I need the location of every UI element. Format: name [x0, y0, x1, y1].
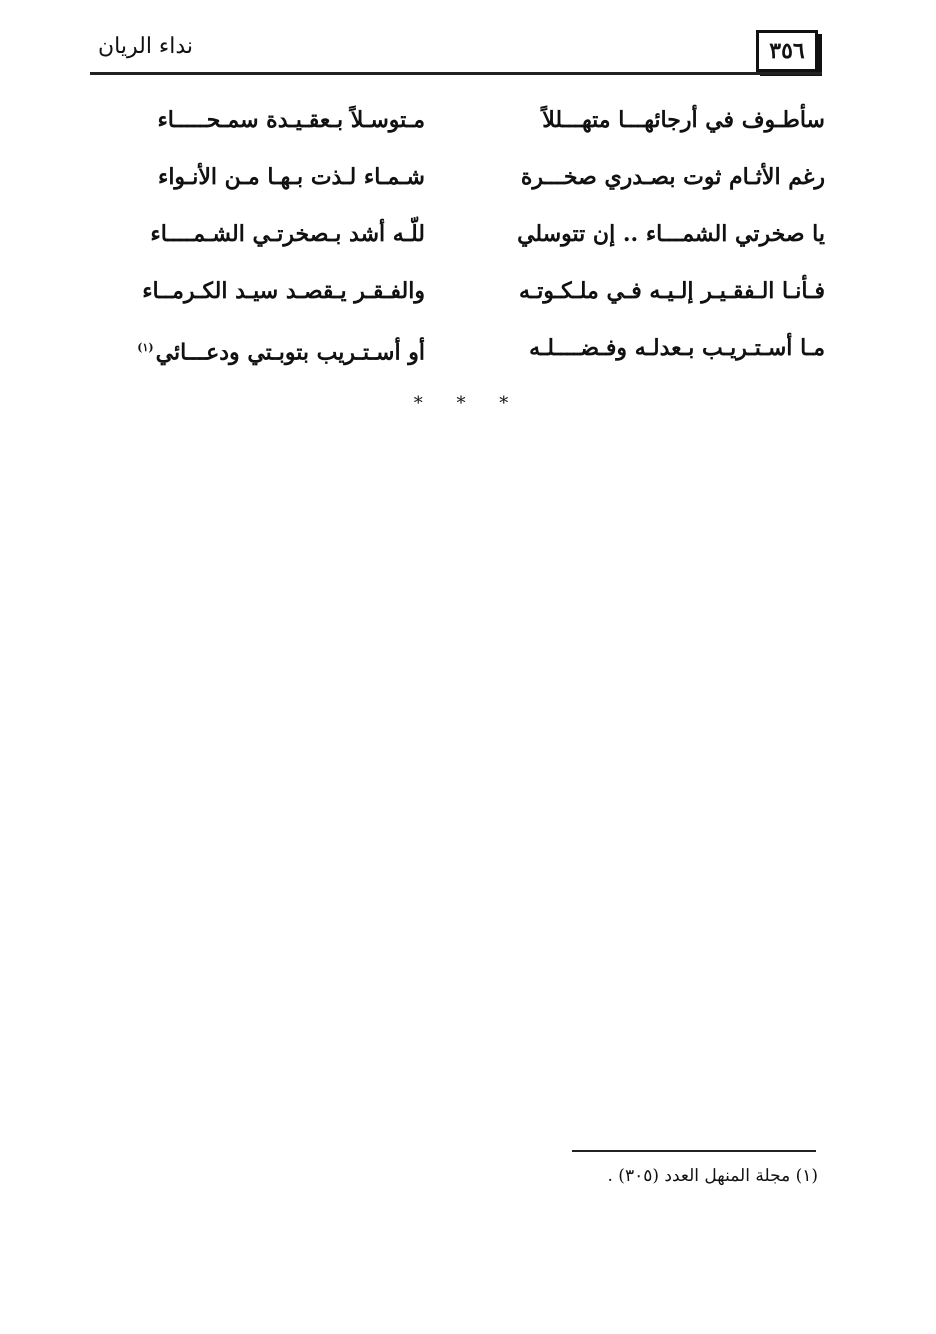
- verse-second-hemistich: والفـقـر يـقصـد سيـد الكـرمــاء: [142, 278, 425, 304]
- footnote-rule: [572, 1150, 816, 1152]
- footnote-reference: (١): [137, 341, 154, 354]
- verse-first-hemistich: رغم الأثـام ثوت بصـدري صخـــرة: [520, 164, 825, 190]
- running-title: نداء الريان: [98, 34, 194, 59]
- verse: [95, 328, 825, 385]
- page-number: ٣٥٦: [756, 30, 818, 72]
- verse: [95, 271, 825, 328]
- verse-first-hemistich: يا صخرتي الشمـــاء .. إن تتوسلي: [517, 221, 825, 247]
- verse-second-hemistich: [95, 328, 425, 372]
- verse-text: أو أسـتـريب بتوبـتي ودعـــائي: [155, 339, 425, 366]
- verse-second-hemistich: للّـه أشد بـصخرتـي الشـمــــاء: [150, 221, 425, 247]
- footnote: (١) مجلة المنهل العدد (٣٠٥) .: [607, 1166, 818, 1186]
- page-header: [90, 28, 822, 80]
- verse-second-hemistich: مـتوسـلاً بـعقـيـدة سمـحـــــاء: [157, 107, 425, 133]
- verse: [95, 100, 825, 157]
- verse-first-hemistich: فـأنـا الـفقـيـر إلـيـه فـي ملـكـوتـه: [518, 278, 825, 304]
- poem: [95, 100, 825, 385]
- section-separator: * * *: [413, 393, 523, 414]
- header-rule: [90, 72, 822, 75]
- verse: [95, 214, 825, 271]
- verse-first-hemistich: مـا أسـتـريـب بـعدلـه وفـضــــلـه: [529, 335, 825, 361]
- verse-second-hemistich: شـمـاء لـذت بـهـا مـن الأنـواء: [157, 164, 425, 190]
- verse: [95, 157, 825, 214]
- verse-first-hemistich: سأطـوف في أرجائهـــا متهـــللاً: [542, 107, 825, 133]
